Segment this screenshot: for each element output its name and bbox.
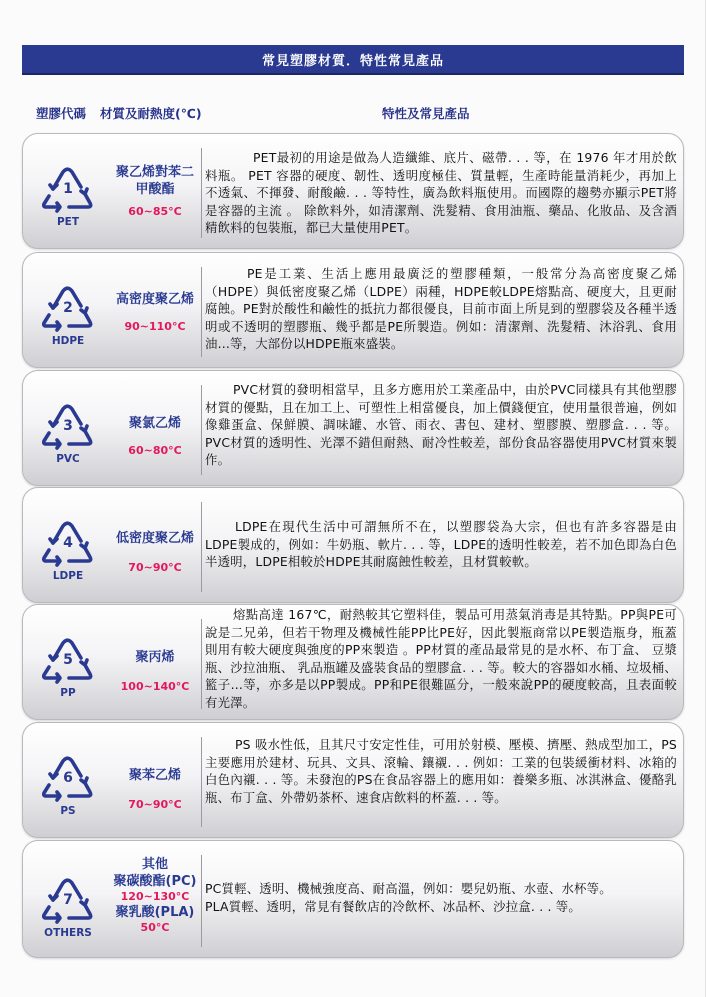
recycle-symbol-5 bbox=[41, 635, 95, 699]
recycle-symbol-2 bbox=[41, 283, 95, 347]
card-divider bbox=[201, 502, 202, 592]
material-description: PVC材質的發明相當早，且多方應用於工業產品中，由於PVC同樣具有其他塑膠材質的優點，且在加工上、可塑性上相當優良，加上價錢便宜，使用量很普遍，例如像雞蛋盒、保鮮膜、調味罐、水管、雨衣、書包、建材、塑膠膜、塑膠盒. . . 等。PVC材質的透明性、光澤不錯但耐熱、耐冷性較差，部份食品容器使用PVC材質來製作。 bbox=[205, 382, 677, 468]
material-info bbox=[105, 767, 205, 811]
material-temperature: 60~85°C bbox=[128, 205, 182, 218]
material-temperature: 70~90°C bbox=[128, 798, 182, 811]
header-features: 特性及常見產品 bbox=[382, 106, 470, 121]
plastic-card-pp bbox=[22, 604, 684, 720]
material-info bbox=[105, 415, 205, 457]
recycle-number: 1 bbox=[63, 181, 73, 197]
material-temperature: 60~80°C bbox=[128, 444, 182, 457]
recycle-number: 5 bbox=[63, 652, 73, 668]
material-info bbox=[105, 291, 205, 333]
material-temperature: 100~140°C bbox=[120, 680, 190, 693]
card-divider bbox=[201, 267, 202, 357]
card-divider bbox=[201, 855, 202, 947]
recycle-abbr: PVC bbox=[56, 453, 80, 465]
recycle-abbr: HDPE bbox=[51, 335, 85, 347]
material-description: 熔點高達 167℃，耐熱較其它塑料佳，製品可用蒸氣消毒是其特點。PP與PE可說是二兄弟，但若干物理及機械性能PP比PE好，因此製瓶商常以PE製造瓶身，瓶蓋則用有較大硬度與強度的PP來製造 。PP材質的產品最常見的是水杯、布丁盒、 豆漿瓶、沙拉油瓶、 乳品瓶罐及盛裝食品的塑膠盒. . . 等。較大的容器如水桶、垃圾桶、籃子...等，亦多是以PP製成。PP和PE很難區分，一般來說PP的硬度較高，且表面較有光澤。 bbox=[205, 607, 677, 710]
material-description: PET最初的用途是做為人造纖維、底片、磁帶. . . 等，在 1976 年才用於飲料瓶。 PET 容器的硬度、韌性、透明度極佳、質量輕，生產時能量消耗少，再加上不透氣、不揮發、耐酸鹼. . . 等特性，廣為飲料瓶使用。而國際的趨勢亦顯示PET將是容器的主流 。 除飲料外，如清潔劑、洗髮精、食用油瓶、藥品、化妝品、及含酒精飲料的包裝瓶，都已大量使用PET。 bbox=[205, 150, 677, 236]
recycle-abbr: OTHERS bbox=[44, 927, 92, 939]
header-material: 材質及耐熱度(℃) bbox=[100, 106, 202, 121]
card-divider bbox=[201, 619, 202, 709]
card-divider bbox=[201, 385, 202, 475]
material-name: 高密度聚乙烯 bbox=[115, 292, 194, 307]
plastic-card-ps bbox=[22, 722, 684, 838]
material-name: 低密度聚乙烯 bbox=[115, 531, 194, 546]
plastic-card-others bbox=[22, 840, 684, 958]
material-temperature-pla: 50°C bbox=[140, 921, 170, 934]
material-info bbox=[105, 164, 205, 218]
recycle-abbr: PET bbox=[56, 216, 80, 228]
recycle-abbr: LDPE bbox=[52, 570, 84, 582]
recycle-abbr: PP bbox=[60, 687, 76, 699]
material-subname-pc: 聚碳酸酯(PC) bbox=[113, 874, 197, 889]
recycle-number: 2 bbox=[63, 300, 73, 316]
material-info bbox=[105, 530, 205, 574]
material-name: 聚乙烯對苯二甲酸酯 bbox=[116, 165, 195, 197]
material-name: 其他 bbox=[141, 857, 168, 872]
material-name: 聚丙烯 bbox=[135, 650, 175, 665]
plastic-card-ldpe bbox=[22, 487, 684, 603]
description-line-pc: PC質輕、透明、機械強度高、耐高溫，例如：嬰兒奶瓶、水壺、水杯等。 bbox=[205, 881, 612, 896]
material-info bbox=[105, 856, 205, 935]
recycle-number: 3 bbox=[63, 418, 73, 434]
plastic-card-pvc bbox=[22, 370, 684, 486]
material-name: 聚苯乙烯 bbox=[128, 768, 181, 783]
material-description: PS 吸水性低，且其尺寸安定性佳，可用於射模、壓模、擠壓、熱成型加工，PS主要應用於建材、玩具、文具、滾輪、鑲襯. . . 例如：工業的包裝緩衝材料、冰箱的白色內襯. . . 等。未發泡的PS在食品容器上的應用如：養樂多瓶、冰淇淋盒、優酪乳瓶、布丁盒、外帶奶茶杯、速食店飲料的杯蓋. . . 等。 bbox=[205, 737, 677, 805]
material-info bbox=[105, 649, 205, 693]
page-title: 常見塑膠材質．特性常見產品 bbox=[22, 45, 684, 73]
material-description bbox=[205, 880, 677, 915]
recycle-number: 7 bbox=[63, 892, 73, 908]
recycle-symbol-1 bbox=[41, 164, 95, 228]
recycle-symbol-3 bbox=[41, 401, 95, 465]
plastic-card-pet bbox=[22, 133, 684, 249]
description-line-pla: PLA質輕、透明，常見有餐飲店的冷飲杯、冰品杯、沙拉盒. . . 等。 bbox=[205, 898, 581, 914]
recycle-abbr: PS bbox=[60, 805, 76, 817]
material-temperature: 70~90°C bbox=[128, 561, 182, 574]
material-description: PE是工業、生活上應用最廣泛的塑膠種類，一般常分為高密度聚乙烯（HDPE）與低密度聚乙烯（LDPE）兩種，HDPE較LDPE熔點高、硬度大，且更耐腐蝕。PE對於酸性和鹼性的抵抗力都很優良，目前市面上所見到的塑膠袋及各種半透明或不透明的塑膠瓶、幾乎都是PE所製造。例如：清潔劑、洗髮精、沐浴乳、食用油...等，大部份以HDPE瓶來盛裝。 bbox=[205, 266, 677, 352]
recycle-symbol-4 bbox=[41, 518, 95, 582]
material-name: 聚氯乙烯 bbox=[128, 416, 181, 431]
material-temperature-pc: 120~130°C bbox=[120, 890, 190, 903]
card-divider bbox=[201, 148, 202, 238]
material-subname-pla: 聚乳酸(PLA) bbox=[115, 905, 195, 920]
recycle-symbol-7 bbox=[41, 875, 95, 939]
material-description: LDPE在現代生活中可謂無所不在，以塑膠袋為大宗，但也有許多容器是由LDPE製成的，例如：牛奶瓶、軟片. . . 等，LDPE的透明性較差，若不加色即為白色半透明，LDPE相較於HDPE其耐腐蝕性較差，且材質較軟。 bbox=[205, 519, 677, 570]
header-plastic-code: 塑膠代碼 bbox=[36, 106, 87, 121]
recycle-number: 6 bbox=[63, 770, 73, 786]
recycle-number: 4 bbox=[63, 535, 73, 551]
plastic-card-hdpe bbox=[22, 252, 684, 368]
recycle-symbol-6 bbox=[41, 753, 95, 817]
card-divider bbox=[201, 737, 202, 827]
material-temperature: 90~110°C bbox=[124, 320, 186, 333]
